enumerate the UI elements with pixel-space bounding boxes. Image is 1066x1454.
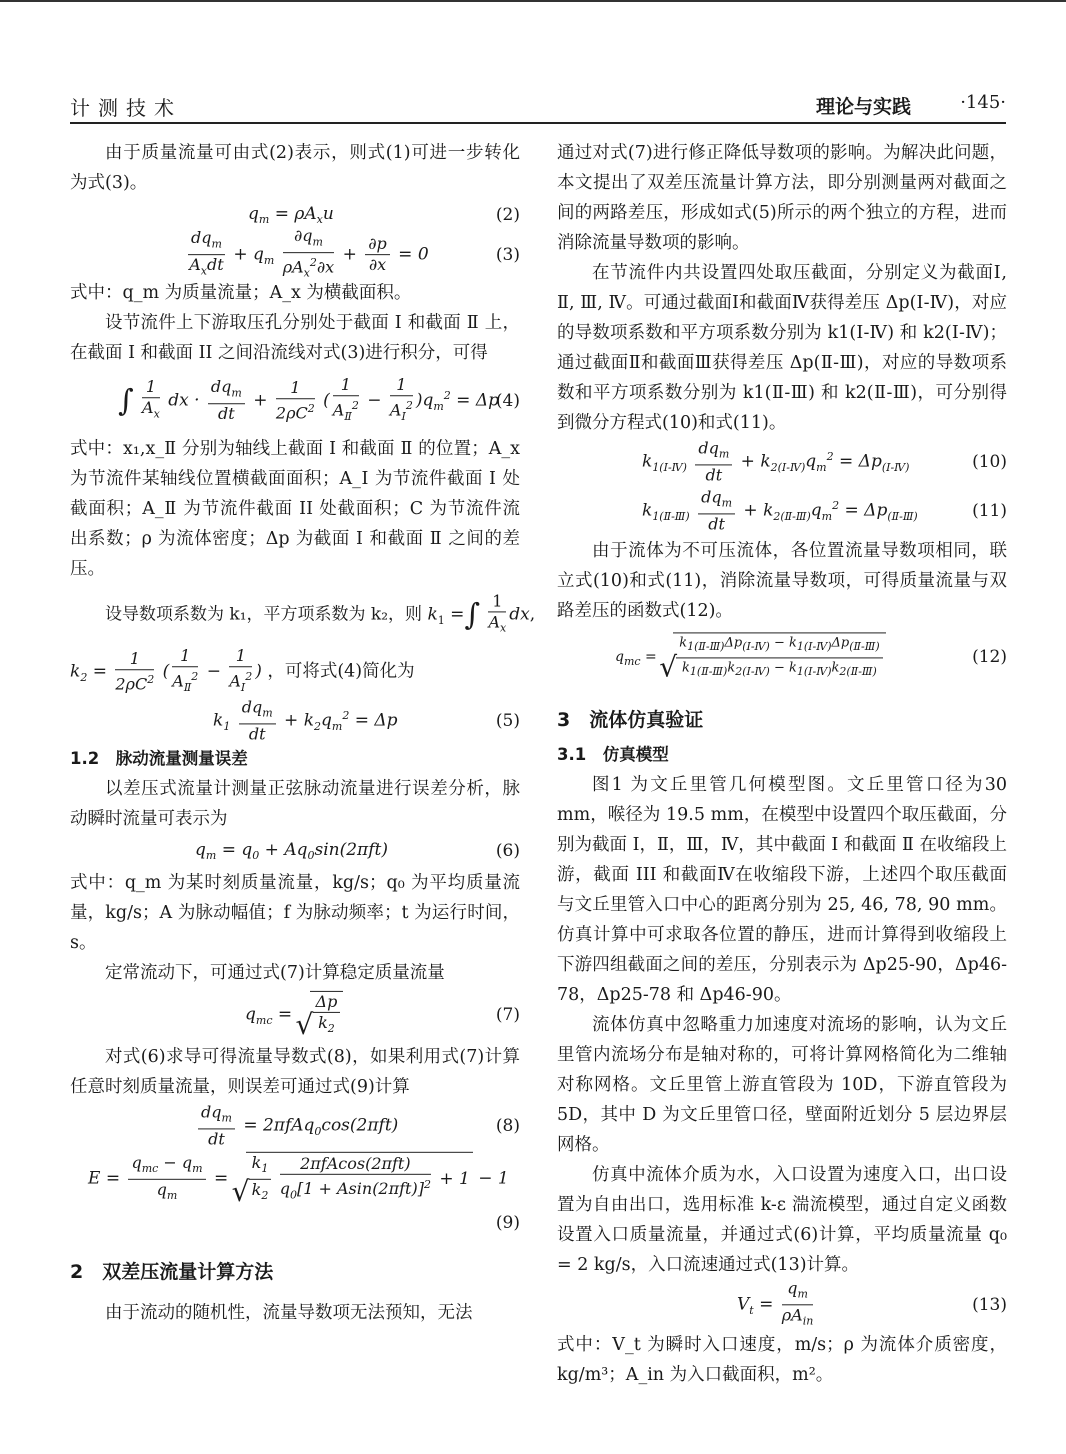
paragraph: 在节流件内共设置四处取压截面，分别定义为截面Ⅰ, Ⅱ, Ⅲ, Ⅳ。可通过截面Ⅰ和截面Ⅳ获得差压 Δp(Ⅰ-Ⅳ)，对应的导数项系数和平方项系数分别为 k1(Ⅰ-Ⅳ) 和 k2(Ⅰ-Ⅳ)；通过截面Ⅱ和截面Ⅲ获得差压 Δp(Ⅱ-Ⅲ)，对应的导数项系数和平方项系数分别为 k1(Ⅱ-Ⅲ) 和 k2(Ⅱ-Ⅲ)，可分别得到微分方程式(10)和式(11)。 [557, 263, 1007, 433]
paragraph: 定常流动下，可通过式(7)计算稳定质量流量 [105, 963, 445, 983]
k1-definition: 设导数项系数为 k₁，平方项系数为 k₂，则 $k_1$ =∫ $\frac{1}{A_x}$ dx, [105, 591, 536, 635]
paragraph: 以差压式流量计测量正弦脉动流量进行误差分析，脉动瞬时流量可表示为 [70, 779, 520, 829]
equation-5: $k_1$ $\frac{dq_m}{dt}$ + $k_2q_m^2 = \Delta p$ (5) [213, 697, 520, 744]
left-column [70, 138, 536, 1328]
equation-9-number-row [70, 1208, 520, 1238]
equation-number: (2) [495, 205, 520, 225]
page-header [70, 92, 1006, 122]
paragraph: 式中：x₁,x_Ⅱ 分别为轴线上截面 I 和截面 Ⅱ 的位置；A_x 为节流件某轴线位置横截面面积；A_Ⅰ 为节流件截面 Ⅰ 处截面积；A_Ⅱ 为节流件截面 II 处截面积；C 为节流件流出系数；ρ 为流体密度；Δp 为截面 Ⅰ 和截面 Ⅱ 之间的差压。 [70, 439, 520, 579]
subsection-heading: 3.1 仿真模型 [557, 745, 669, 764]
equation-number: (7) [495, 1005, 520, 1025]
paragraph: 对式(6)求导可得流量导数式(8)，如果利用式(7)计算任意时刻质量流量，则误差可通过式(9)计算 [70, 1047, 520, 1097]
equation-11: $k_{1(Ⅱ-Ⅲ)}$ $\frac{dq_m}{dt}$ + $k_{2(Ⅱ-Ⅲ)}q_m^2 = \Delta p_{(Ⅱ-Ⅲ)}$ (11) [642, 487, 1007, 534]
equation-8: $\frac{dq_m}{dt}$ = 2πfAq$_0$cos(2πft) (8) [70, 1102, 520, 1150]
equation-10: $k_{1(Ⅰ-Ⅳ)}$ $\frac{dq_m}{dt}$ + $k_{2(Ⅰ-Ⅳ)}q_m^2 = \Delta p_{(Ⅰ-Ⅳ)}$ (10) [642, 438, 1007, 485]
section-heading: 2 双差压流量计算方法 [70, 1261, 274, 1283]
equation-number: (12) [972, 647, 1007, 667]
equation-4: ∫ $\frac{1}{A_x}$ dx · $\frac{dq_m}{dt}$ + $\frac{1}{2\rho C^2}$ ( $\frac{1}{A_Ⅱ^2}$ − $\frac{1}{A_Ⅰ^2}$ )$q_m^2 = \Delta p$ (4) [118, 375, 520, 424]
paragraph: 设导数项系数为 k₁，平方项系数为 k₂，则 [105, 604, 423, 625]
journal-name: 计测技术 [70, 96, 182, 120]
equation-number: (11) [972, 501, 1007, 521]
paragraph: 流体仿真中忽略重力加速度对流场的影响，认为文丘里管内流场分布是轴对称的，可将计算网格简化为二维轴对称网格。文丘里管上游直管段为 10D，下游直管段为 5D，其中 D 为文丘里管口径，壁面附近划分 5 层边界层网格。 [557, 1015, 1007, 1155]
paragraph: 由于流体为不可压流体，各位置流量导数项相同，联立式(10)和式(11)，消除流量导数项，可得质量流量与双路差压的函数式(12)。 [557, 541, 1007, 621]
equation-13: $V_t$ = $\frac{q_m}{\rho A_{in}}$ (13) [737, 1278, 1007, 1328]
equation-number: (3) [495, 245, 520, 265]
paragraph: 设节流件上下游取压孔分别处于截面 Ⅰ 和截面 Ⅱ 上，在截面 I 和截面 II 之间沿流线对式(3)进行积分，可得 [70, 313, 520, 363]
top-edge-line [0, 0, 1066, 2]
paragraph: 图1 为文丘里管几何模型图。文丘里管口径为30 mm，喉径为 19.5 mm，在模型中设置四个取压截面，分别为截面 Ⅰ，Ⅱ，Ⅲ，Ⅳ，其中截面 Ⅰ 和截面 Ⅱ 在收缩段上游，截面 III 和截面Ⅳ在收缩段下游，上述四个取压截面与文丘里管入口中心的距离分别为 25, 46, 78, 90 mm。仿真计算中可求取各位置的静压，进而计算得到收缩段上下游四组截面之间的差压，分别表示为 Δp25-90，Δp46-78，Δp25-78 和 Δp46-90。 [557, 775, 1007, 1005]
equation-3: $\frac{dq_m}{A_xdt}$ + $q_m$ $\frac{\partial q_m}{\rho A_x^2\partial x}$ + $\frac{\partial p}{\partial x}$ = 0 (3) [189, 226, 520, 280]
equation-number: (8) [495, 1116, 520, 1136]
paragraph: 通过对式(7)进行修正降低导数项的影响。为解决此问题，本文提出了双差压流量计算方法，即分别测量两对截面之间的两路差压，形成如式(5)所示的两个独立的方程，进而消除流量导数项的影响。 [557, 143, 1007, 253]
paragraph: 仿真中流体介质为水，入口设置为速度入口，出口设置为自由出口，选用标准 k-ε 湍流模型，通过自定义函数设置入口质量流量，并通过式(6)计算，平均质量流量 q₀ = 2 kg/s，入口流速通过式(13)计算。 [557, 1165, 1007, 1275]
page-number: ·145· [960, 92, 1006, 113]
right-column [557, 138, 1007, 1390]
equation-number: (13) [972, 1295, 1007, 1315]
paragraph: 式中：V_t 为瞬时入口速度，m/s；ρ 为流体介质密度，kg/m³；A_in 为入口截面积，m²。 [557, 1335, 1007, 1385]
equation-number: (9) [495, 1213, 520, 1233]
equation-number: (5) [495, 711, 520, 731]
paragraph: ，可将式(4)简化为 [267, 661, 415, 682]
equation-number: (4) [495, 391, 520, 411]
equation-6: $q_m = q_0 + Aq_0\sin(2\pi ft)$ (6) [195, 839, 520, 863]
paragraph: 由于流动的随机性，流量导数项无法预知，无法 [105, 1303, 473, 1323]
equation-number: (10) [972, 452, 1007, 472]
equation-2: $q_m = \rho A_xu$ (2) [248, 203, 520, 227]
equation-9: E = $\frac{q_{mc} - q_m}{q_m}$ = √ $\frac{k_1}{k_2}$ $\frac{\text{2πfAcos(2πft)}}{q_0[1 + Asin(2\pi ft)]^2}$ + 1 − 1 [70, 1150, 520, 1208]
equation-12: $q_{mc}$ = √ $\frac{k_{1(Ⅱ-Ⅲ)}\Delta p_{(Ⅰ-Ⅳ)} - k_{1(Ⅰ-Ⅳ)}\Delta p_{(Ⅱ-Ⅲ)}}{k_{1(Ⅱ-Ⅲ)}k_{2(Ⅰ-Ⅳ)} - k_{1(Ⅰ-Ⅳ)}k_{2(Ⅱ-Ⅲ)}}$ (12) [557, 626, 1007, 688]
equation-7: $q_{mc}$ = √ $\frac{\Delta p}{k_2}$ (7) [70, 988, 520, 1042]
paragraph: 式中：q_m 为质量流量；A_x 为横截面积。 [70, 283, 412, 303]
section-name: 理论与实践 [815, 96, 911, 118]
section-heading: 3 流体仿真验证 [557, 709, 704, 731]
equation-number: (6) [495, 841, 520, 861]
paragraph: 由于质量流量可由式(2)表示，则式(1)可进一步转化为式(3)。 [70, 143, 520, 193]
paragraph: 式中：q_m 为某时刻质量流量，kg/s；q₀ 为平均质量流量，kg/s；A 为脉动幅值；f 为脉动频率；t 为运行时间，s。 [70, 873, 520, 953]
k2-definition: $k_2$ = $\frac{1}{2\rho C^2}$ ( $\frac{1}{A_Ⅱ^2}$ − $\frac{1}{A_Ⅰ^2}$ ) ，可将式(4)简化为 [70, 646, 415, 694]
header-rule [70, 122, 1006, 124]
subsection-heading: 1.2 脉动流量测量误差 [70, 749, 248, 768]
